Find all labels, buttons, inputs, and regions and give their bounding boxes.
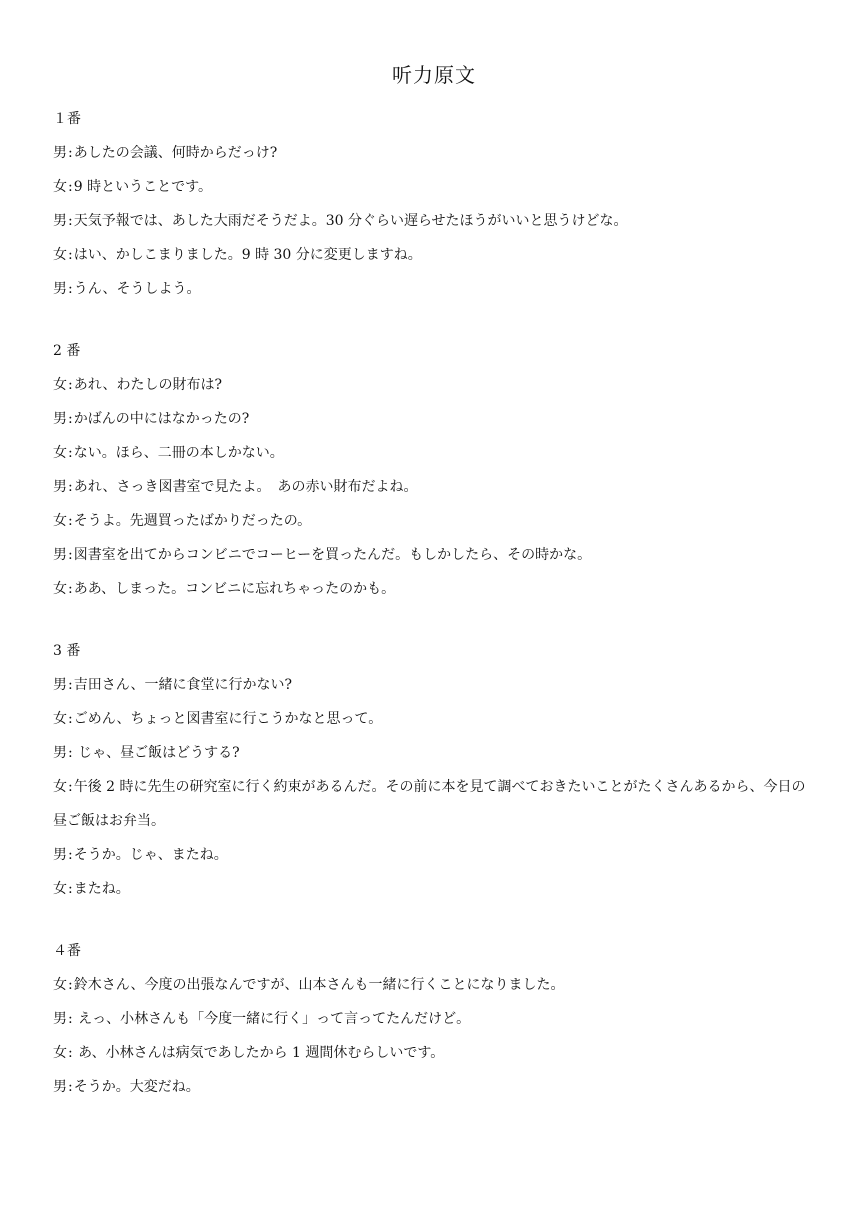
speaker-label: 男	[53, 547, 67, 563]
dialogue-text: じゃ、昼ご飯はどうする?	[73, 745, 240, 761]
dialogue-line: 男:天気予報では、あした大雨だそうだよ。30 分ぐらい遅らせたほうがいいと思うけどな。	[53, 213, 628, 229]
dialogue-text: えっ、小林さんも「今度一緒に行く」って言ってたんだけど。	[73, 1011, 471, 1027]
section-3	[53, 634, 823, 906]
dialogue-line: 女:ごめん、ちょっと図書室に行こうかなと思って。	[53, 711, 383, 727]
dialogue-text: うん、そうしよう。	[73, 281, 201, 297]
section-heading: １番	[53, 111, 81, 127]
speaker-label: 女	[53, 881, 67, 897]
dialogue-line: 女:あれ、わたしの財布は?	[53, 377, 223, 393]
dialogue-line: 女:そうよ。先週買ったばかりだったの。	[53, 513, 312, 529]
speaker-label: 女	[53, 445, 67, 461]
speaker-label: 男	[53, 847, 67, 863]
dialogue-line: 男:うん、そうしよう。	[53, 281, 201, 297]
dialogue-line: 女:鈴木さん、今度の出張なんですが、山本さんも一緒に行くことになりました。	[53, 977, 565, 993]
speaker-label: 男	[53, 1011, 67, 1027]
dialogue-text: ない。ほら、二冊の本しかない。	[73, 445, 284, 461]
dialogue-text: そうか。じゃ、またね。	[73, 847, 228, 863]
dialogue-line: 男:そうか。じゃ、またね。	[53, 847, 228, 863]
dialogue-line: 男:そうか。大変だね。	[53, 1079, 200, 1095]
speaker-label: 男	[53, 745, 67, 761]
dialogue-line: 女: あ、小林さんは病気であしたから 1 週間休むらしいです。	[53, 1045, 445, 1061]
speaker-label: 男	[53, 479, 67, 495]
transcript-body	[53, 102, 823, 1132]
page-title: 听力原文	[392, 63, 476, 87]
dialogue-line: 女:ああ、しまった。コンビニに忘れちゃったのかも。	[53, 581, 396, 597]
dialogue-line: 男: じゃ、昼ご飯はどうする?	[53, 745, 240, 761]
dialogue-text: そうよ。先週買ったばかりだったの。	[73, 513, 312, 529]
dialogue-text: そうか。大変だね。	[73, 1079, 200, 1095]
dialogue-text: あしたの会議、何時からだっけ?	[73, 145, 278, 161]
dialogue-text: 吉田さん、一緒に食堂に行かない?	[73, 677, 293, 693]
dialogue-text: あれ、わたしの財布は?	[73, 377, 223, 393]
dialogue-line: 女:はい、かしこまりました。9 時 30 分に変更しますね。	[53, 247, 422, 263]
speaker-label: 男	[53, 281, 67, 297]
speaker-label: 女	[53, 377, 67, 393]
dialogue-line: 男:かばんの中にはなかったの?	[53, 411, 250, 427]
speaker-label: 女	[53, 1045, 67, 1061]
dialogue-line: 男:あしたの会議、何時からだっけ?	[53, 145, 278, 161]
dialogue-text: 図書室を出てからコンビニでコーヒーを買ったんだ。もしかしたら、その時かな。	[73, 547, 592, 563]
speaker-label: 男	[53, 145, 67, 161]
dialogue-line: 男:あれ、さっき図書室で見たよ。 あの赤い財布だよね。	[53, 479, 418, 495]
speaker-label: 女	[53, 581, 67, 597]
dialogue-line: 男:図書室を出てからコンビニでコーヒーを買ったんだ。もしかしたら、その時かな。	[53, 547, 592, 563]
section-2	[53, 334, 823, 606]
dialogue-text: かばんの中にはなかったの?	[73, 411, 250, 427]
dialogue-text: あれ、さっき図書室で見たよ。 あの赤い財布だよね。	[73, 479, 418, 495]
dialogue-text: 9 時ということです。	[73, 179, 212, 195]
dialogue-text: 天気予報では、あした大雨だそうだよ。30 分ぐらい遅らせたほうがいいと思うけどな。	[73, 213, 628, 229]
speaker-label: 男	[53, 1079, 67, 1095]
section-1	[53, 102, 823, 306]
dialogue-text: ごめん、ちょっと図書室に行こうかなと思って。	[73, 711, 383, 727]
speaker-label: 女	[53, 779, 67, 795]
speaker-label: 女	[53, 711, 67, 727]
speaker-label: 女	[53, 513, 67, 529]
dialogue-text: またね。	[73, 881, 130, 897]
dialogue-line: 女:ない。ほら、二冊の本しかない。	[53, 445, 284, 461]
speaker-label: 男	[53, 677, 67, 693]
dialogue-text: あ、小林さんは病気であしたから 1 週間休むらしいです。	[73, 1045, 445, 1061]
section-heading: 2 番	[53, 343, 81, 359]
section-heading: 3 番	[53, 643, 81, 659]
dialogue-text: ああ、しまった。コンビニに忘れちゃったのかも。	[73, 581, 396, 597]
dialogue-line: 女:午後 2 時に先生の研究室に行く約束があるんだ。その前に本を見て調べておきたいことがたくさんあるから、今日の昼ご飯はお弁当。	[53, 779, 806, 829]
section-4	[53, 934, 823, 1104]
speaker-label: 女	[53, 247, 67, 263]
dialogue-line: 男: えっ、小林さんも「今度一緒に行く」って言ってたんだけど。	[53, 1011, 471, 1027]
speaker-label: 女	[53, 179, 67, 195]
speaker-label: 女	[53, 977, 67, 993]
speaker-label: 男	[53, 213, 67, 229]
dialogue-text: 午後 2 時に先生の研究室に行く約束があるんだ。その前に本を見て調べておきたいことがたくさんあるから、今日の昼ご飯はお弁当。	[53, 779, 806, 829]
dialogue-text: 鈴木さん、今度の出張なんですが、山本さんも一緒に行くことになりました。	[73, 977, 565, 993]
speaker-label: 男	[53, 411, 67, 427]
section-heading: ４番	[53, 943, 81, 959]
dialogue-line: 女:9 時ということです。	[53, 179, 212, 195]
dialogue-line: 男:吉田さん、一緒に食堂に行かない?	[53, 677, 293, 693]
dialogue-text: はい、かしこまりました。9 時 30 分に変更しますね。	[73, 247, 422, 263]
dialogue-line: 女:またね。	[53, 881, 130, 897]
